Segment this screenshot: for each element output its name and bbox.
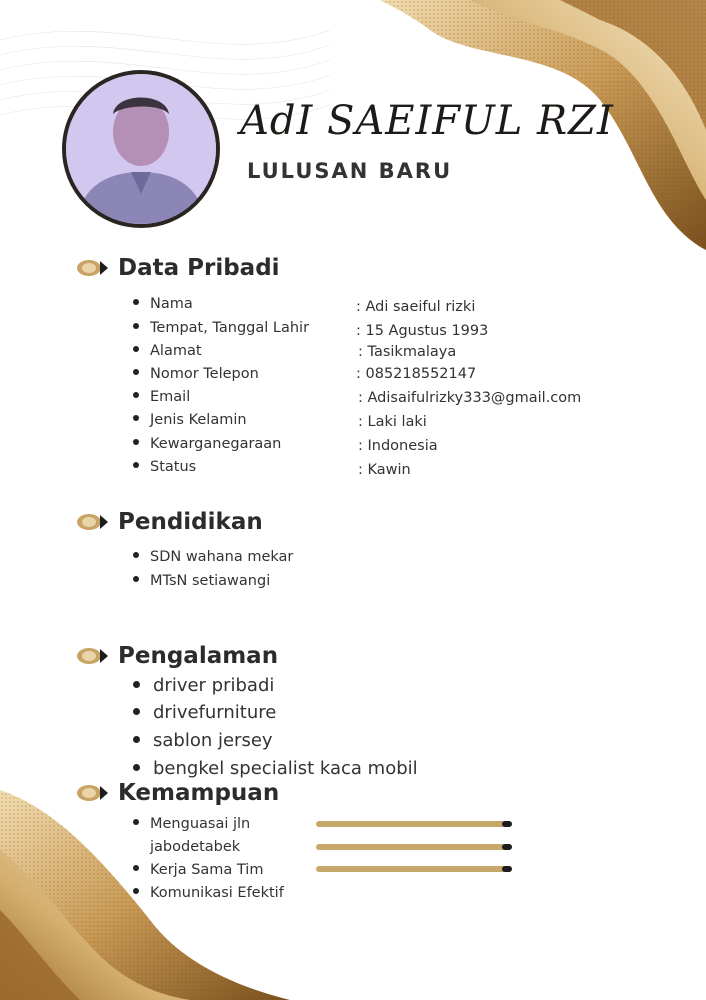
section-title: Pendidikan bbox=[118, 509, 263, 535]
list-item: driver pribadi bbox=[133, 675, 274, 696]
gold-arrow-bullet-icon bbox=[76, 259, 110, 277]
skill-level-bar bbox=[316, 866, 512, 872]
field-label-citizenship: Kewarganegaraan bbox=[133, 436, 281, 452]
list-item: sablon jersey bbox=[133, 730, 273, 751]
field-value-phone: : 085218552147 bbox=[356, 366, 477, 382]
skill-label: Kerja Sama Tim bbox=[133, 862, 263, 878]
skill-level-bar-end bbox=[502, 866, 512, 872]
field-label-status: Status bbox=[133, 459, 196, 475]
field-value-email: : Adisaifulrizky333@gmail.com bbox=[358, 390, 582, 406]
skill-label-continued: jabodetabek bbox=[150, 839, 241, 855]
list-item: drivefurniture bbox=[133, 702, 276, 723]
section-heading-personal bbox=[76, 255, 280, 281]
field-value-name: : Adi saeiful rizki bbox=[356, 299, 476, 315]
skill-label: Komunikasi Efektif bbox=[133, 885, 284, 901]
skill-level-bar-end bbox=[502, 821, 512, 827]
list-item: bengkel specialist kaca mobil bbox=[133, 758, 418, 779]
field-value-birth: : 15 Agustus 1993 bbox=[356, 323, 489, 339]
profile-photo bbox=[62, 70, 220, 228]
candidate-name: AdI SAEIFUL RZI bbox=[240, 98, 614, 144]
section-heading-education bbox=[76, 509, 263, 535]
field-value-status: : Kawin bbox=[358, 462, 411, 478]
field-label-name: Nama bbox=[133, 296, 193, 312]
field-label-address: Alamat bbox=[133, 343, 202, 359]
person-silhouette-icon bbox=[66, 74, 216, 224]
skill-level-bar bbox=[316, 821, 512, 827]
gold-arrow-bullet-icon bbox=[76, 513, 110, 531]
list-item: MTsN setiawangi bbox=[133, 573, 270, 589]
gold-arrow-bullet-icon bbox=[76, 647, 110, 665]
candidate-subtitle: LULUSAN BARU bbox=[247, 159, 453, 183]
field-label-gender: Jenis Kelamin bbox=[133, 412, 247, 428]
field-value-address: : Tasikmalaya bbox=[358, 344, 457, 360]
field-label-birth: Tempat, Tanggal Lahir bbox=[133, 320, 309, 336]
skill-level-bar bbox=[316, 844, 512, 850]
list-item: SDN wahana mekar bbox=[133, 549, 293, 565]
field-value-citizenship: : Indonesia bbox=[358, 438, 438, 454]
section-heading-skills bbox=[76, 780, 279, 806]
field-label-phone: Nomor Telepon bbox=[133, 366, 259, 382]
skill-level-bar-end bbox=[502, 844, 512, 850]
section-heading-experience bbox=[76, 643, 278, 669]
skill-label: Menguasai jln bbox=[133, 816, 250, 832]
gold-arrow-bullet-icon bbox=[76, 784, 110, 802]
field-value-gender: : Laki laki bbox=[358, 414, 427, 430]
section-title: Kemampuan bbox=[118, 780, 280, 806]
section-title: Pengalaman bbox=[118, 643, 279, 669]
section-title: Data Pribadi bbox=[118, 255, 280, 281]
field-label-email: Email bbox=[133, 389, 190, 405]
